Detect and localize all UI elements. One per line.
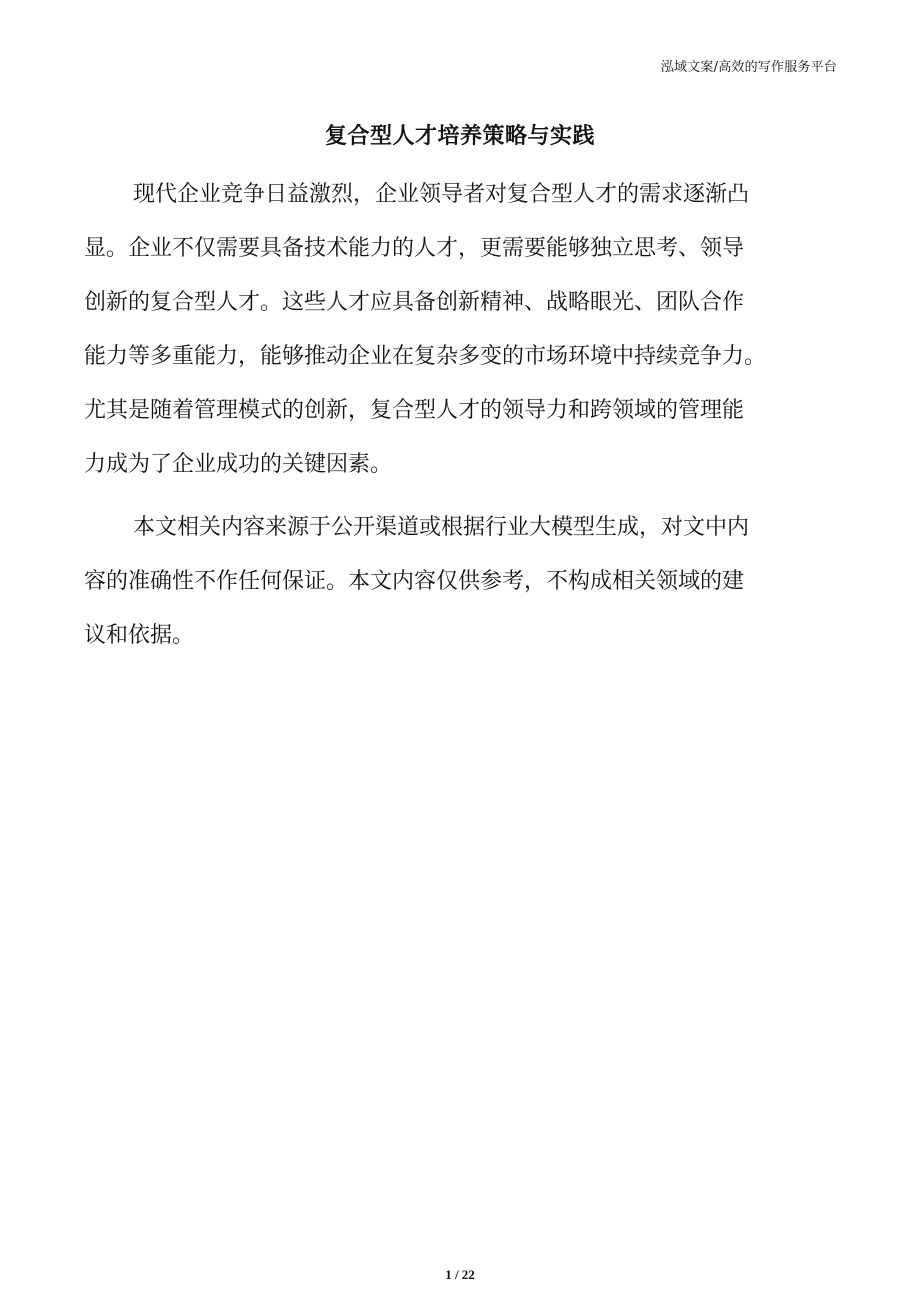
document-title: 复合型人才培养策略与实践 — [324, 124, 595, 149]
paragraph-line: 尤其是随着管理模式的创新，复合型人才的领导力和跨领域的管理能 — [84, 398, 745, 423]
paragraph-line: 显。企业不仅需要具备技术能力的人才，更需要能够独立思考、领导 — [84, 236, 745, 261]
page-number: 1 / 22 — [445, 1267, 475, 1282]
header-text: 泓域文案/高效的写作服务平台 — [660, 60, 837, 75]
paragraph-line: 创新的复合型人才。这些人才应具备创新精神、战略眼光、团队合作 — [84, 290, 745, 315]
paragraph-line: 容的准确性不作任何保证。本文内容仅供参考，不构成相关领域的建 — [84, 569, 745, 594]
paragraph-line: 能力等多重能力，能够推动企业在复杂多变的市场环境中持续竞争力。 — [84, 344, 767, 369]
paragraph-line: 力成为了企业成功的关键因素。 — [84, 452, 393, 477]
paragraph-line: 议和依据。 — [84, 623, 195, 648]
paragraph-line: 现代企业竞争日益激烈，企业领导者对复合型人才的需求逐渐凸 — [133, 182, 750, 207]
paragraph-line: 本文相关内容来源于公开渠道或根据行业大模型生成，对文中内 — [133, 515, 750, 540]
